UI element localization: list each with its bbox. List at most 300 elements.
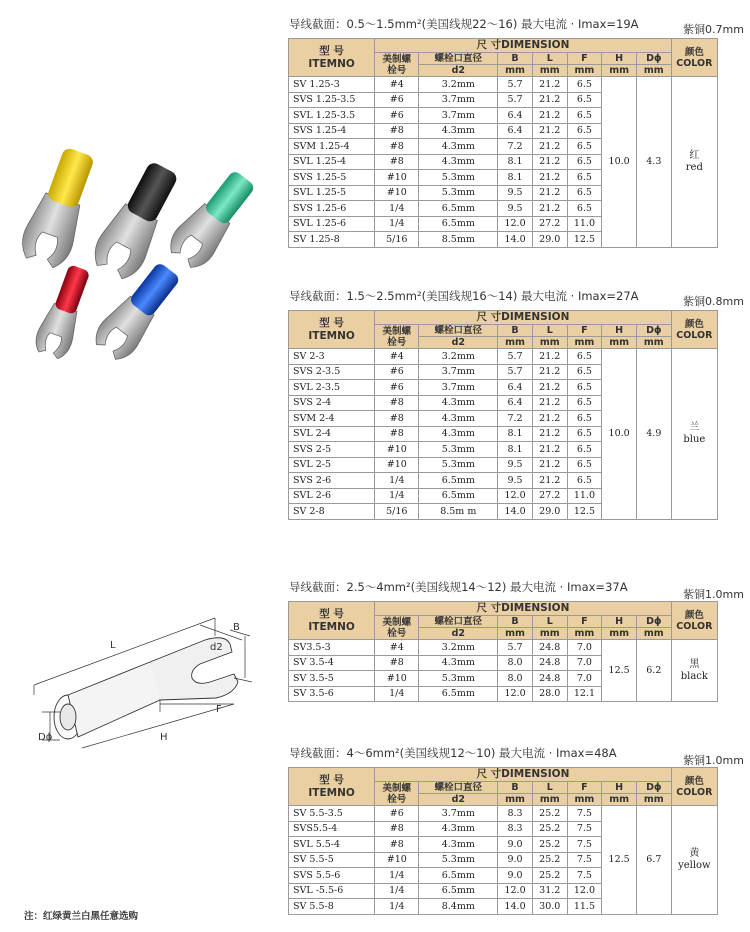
spec-value: 7.2 [498,411,533,427]
spec-value: 25.2 [532,868,567,884]
spec-value: 27.2 [532,488,567,504]
spec-value: 7.2 [498,139,533,155]
terminals-photo [20,140,270,390]
item-no: SVS 1.25-4 [289,123,375,139]
spec-value: 5.3mm [419,442,498,458]
spec-value: 5.7 [498,364,533,380]
item-no: SVL -5.5-6 [289,883,375,899]
unit-header: mm [567,337,602,349]
spec-value: 21.2 [532,380,567,396]
item-no: SVL 1.25-6 [289,216,375,232]
item-no: SVL 1.25-4 [289,154,375,170]
spec-value: 21.2 [532,77,567,93]
h-value: 10.0 [602,77,637,248]
section-1-copper: 紫铜0.7mm [683,23,744,36]
table-row [289,806,718,822]
spec-value: 4.3mm [419,411,498,427]
spec-value: 6.5mm [419,201,498,217]
item-no: SVL 2-6 [289,488,375,504]
spec-value: 1/4 [375,899,419,915]
item-no: SV3.5-3 [289,640,375,656]
unit-header: mm [498,794,533,806]
color-header: 颜色 COLOR [671,768,717,806]
table-row [289,640,718,656]
d-value: 4.9 [636,349,671,520]
spec-value: 14.0 [498,899,533,915]
item-no: SV 5.5-3.5 [289,806,375,822]
spec-value: 9.0 [498,868,533,884]
spec-value: #4 [375,640,419,656]
spec-value: 21.2 [532,426,567,442]
unit-header: mm [532,794,567,806]
spec-value: 6.5mm [419,686,498,702]
spec-value: #8 [375,123,419,139]
spec-value: 6.5 [567,395,602,411]
unit-header: mm [498,65,533,77]
spec-value: 29.0 [532,232,567,248]
spec-value: 7.5 [567,837,602,853]
spec-value: 7.0 [567,671,602,687]
stud-header: 美制螺 栓号 [375,53,419,77]
item-no: SVS 2-6 [289,473,375,489]
spec-value: 21.2 [532,139,567,155]
dim-col-header: L [532,53,567,65]
d-value: 6.7 [636,806,671,915]
spec-value: 21.2 [532,108,567,124]
unit-header: mm [602,337,637,349]
spec-value: 9.5 [498,473,533,489]
spec-value: 9.5 [498,457,533,473]
product-photo [20,140,270,390]
dim-col-header: H [602,616,637,628]
spec-value: 21.2 [532,349,567,365]
spec-value: #10 [375,671,419,687]
dim-col-header: B [498,782,533,794]
unit-header: mm [602,628,637,640]
spec-value: 6.5 [567,170,602,186]
spec-value: 1/4 [375,201,419,217]
spec-value: 5.7 [498,92,533,108]
dimension-header: 尺 寸DIMENSION [375,39,671,53]
spec-value: 21.2 [532,457,567,473]
spec-value: 8.1 [498,442,533,458]
spec-value: 21.2 [532,92,567,108]
spec-value: 28.0 [532,686,567,702]
spec-table-4 [288,767,718,915]
section-3-title: 导线截面：2.5～4mm²(美国线规14～12) 最大电流 · Imax=37A [289,580,628,594]
spec-value: #6 [375,380,419,396]
spec-value: 3.7mm [419,92,498,108]
item-no: SVL 2-3.5 [289,380,375,396]
section-4-copper: 紫铜1.0mm [683,754,744,767]
color-header: 颜色 COLOR [671,311,717,349]
spec-value: 1/4 [375,883,419,899]
h-value: 10.0 [602,349,637,520]
spec-value: 1/4 [375,216,419,232]
spec-value: 8.1 [498,154,533,170]
spec-value: 29.0 [532,504,567,520]
spec-value: 21.2 [532,473,567,489]
spec-value: 8.4mm [419,899,498,915]
item-no: SVL 5.5-4 [289,837,375,853]
spec-value: 5.3mm [419,852,498,868]
diagram-label-l: L [110,640,116,651]
spec-value: 25.2 [532,852,567,868]
unit-header: mm [636,65,671,77]
spec-value: 21.2 [532,185,567,201]
spec-value: 3.7mm [419,380,498,396]
item-no: SVL 1.25-3.5 [289,108,375,124]
spec-value: 5/16 [375,232,419,248]
spec-value: 7.0 [567,655,602,671]
spec-value: 7.5 [567,868,602,884]
spec-value: 12.0 [498,883,533,899]
spec-value: #4 [375,77,419,93]
unit-header: mm [602,794,637,806]
dim-col-header: B [498,616,533,628]
unit-header: mm [532,628,567,640]
spec-value: 6.5 [567,92,602,108]
spec-value: 6.4 [498,123,533,139]
spec-value: 6.5 [567,411,602,427]
spec-value: 6.4 [498,380,533,396]
bolt-header: 螺栓口直径 [419,782,498,794]
item-no: SVL 1.25-5 [289,185,375,201]
dim-col-header: Dϕ [636,616,671,628]
spec-value: 8.5mm [419,232,498,248]
d2-header: d2 [419,794,498,806]
item-no: SV 3.5-5 [289,671,375,687]
diagram-label-h: H [160,732,168,743]
spec-value: 6.5 [567,426,602,442]
bolt-header: 螺栓口直径 [419,325,498,337]
spec-value: 30.0 [532,899,567,915]
unit-header: mm [498,628,533,640]
spec-value: 4.3mm [419,154,498,170]
spec-value: 5.7 [498,77,533,93]
spec-value: #8 [375,154,419,170]
spec-value: 12.5 [567,232,602,248]
spec-value: 3.7mm [419,108,498,124]
spec-table-3 [288,601,718,702]
d2-header: d2 [419,65,498,77]
section-2-title: 导线截面：1.5～2.5mm²(美国线规16～14) 最大电流 · Imax=27A [289,289,639,303]
color-value: 红 red [671,77,717,248]
d-value: 4.3 [636,77,671,248]
spec-value: 27.2 [532,216,567,232]
unit-header: mm [602,65,637,77]
spec-value: 12.0 [567,883,602,899]
spec-value: #10 [375,457,419,473]
spec-value: 12.0 [498,216,533,232]
unit-header: mm [532,65,567,77]
spec-value: 7.0 [567,640,602,656]
spec-value: 21.2 [532,154,567,170]
spec-table-2 [288,310,718,520]
spec-table-1 [288,38,718,248]
spec-value: 12.1 [567,686,602,702]
spec-value: 5.3mm [419,170,498,186]
spec-value: 3.7mm [419,364,498,380]
green-terminal [164,164,263,273]
spec-value: 6.5mm [419,216,498,232]
diagram-label-d2: d2 [210,642,223,653]
stud-header: 美制螺 栓号 [375,616,419,640]
dim-col-header: F [567,325,602,337]
d2-header: d2 [419,628,498,640]
spec-value: 6.5 [567,77,602,93]
spec-value: #6 [375,108,419,124]
spec-value: #6 [375,364,419,380]
item-no: SVS5.5-4 [289,821,375,837]
d-value: 6.2 [636,640,671,702]
item-no: SV 3.5-4 [289,655,375,671]
dim-col-header: F [567,782,602,794]
footnote: 注：红绿黄兰白黑任意选购 [24,911,139,922]
spec-value: 1/4 [375,488,419,504]
spec-value: #6 [375,92,419,108]
spec-value: #8 [375,139,419,155]
spec-value: 6.5 [567,473,602,489]
spec-value: 11.5 [567,899,602,915]
item-no: SVS 5.5-6 [289,868,375,884]
dim-col-header: L [532,782,567,794]
spec-value: #8 [375,395,419,411]
color-header: 颜色 COLOR [671,39,717,77]
red-terminal [32,262,97,361]
spec-value: 6.4 [498,108,533,124]
spec-value: 1/4 [375,473,419,489]
item-header: 型 号 ITEMNO [289,39,375,77]
unit-header: mm [636,337,671,349]
item-no: SV 1.25-3 [289,77,375,93]
spec-value: 25.2 [532,821,567,837]
spec-value: 9.0 [498,852,533,868]
dim-col-header: F [567,616,602,628]
spec-value: #4 [375,349,419,365]
spec-value: 6.5mm [419,473,498,489]
color-value: 黑 black [671,640,717,702]
black-terminal [88,156,187,284]
spec-value: #8 [375,821,419,837]
spec-value: 1/4 [375,868,419,884]
spec-value: #10 [375,185,419,201]
spec-value: 8.0 [498,671,533,687]
section-4-title: 导线截面：4～6mm²(美国线规12～10) 最大电流 · Imax=48A [289,746,617,760]
dimension-header: 尺 寸DIMENSION [375,768,671,782]
spec-value: 6.5 [567,349,602,365]
spec-value: 12.0 [498,686,533,702]
spec-value: #10 [375,442,419,458]
dimension-header: 尺 寸DIMENSION [375,602,671,616]
h-value: 12.5 [602,806,637,915]
dim-col-header: Dϕ [636,53,671,65]
spec-value: 9.5 [498,185,533,201]
spec-value: 9.5 [498,201,533,217]
item-no: SV 5.5-5 [289,852,375,868]
item-no: SVS 1.25-3.5 [289,92,375,108]
spec-value: 14.0 [498,232,533,248]
spec-value: 4.3mm [419,655,498,671]
spec-value: 6.5mm [419,488,498,504]
dim-col-header: H [602,53,637,65]
item-no: SVM 1.25-4 [289,139,375,155]
spec-value: 8.5m m [419,504,498,520]
item-no: SVS 2-3.5 [289,364,375,380]
unit-header: mm [498,337,533,349]
spec-value: 21.2 [532,201,567,217]
spec-value: 1/4 [375,686,419,702]
unit-header: mm [567,628,602,640]
bolt-header: 螺栓口直径 [419,616,498,628]
dim-col-header: L [532,616,567,628]
spec-value: 3.2mm [419,77,498,93]
spec-value: 3.7mm [419,806,498,822]
d2-header: d2 [419,337,498,349]
spec-value: 6.5 [567,108,602,124]
dim-col-header: B [498,53,533,65]
item-no: SVS 1.25-5 [289,170,375,186]
yellow-terminal [20,143,103,271]
spec-value: 9.0 [498,837,533,853]
spec-value: 6.5 [567,201,602,217]
spec-value: #8 [375,411,419,427]
spec-value: 6.5mm [419,868,498,884]
spec-value: 7.5 [567,821,602,837]
item-no: SV 5.5-8 [289,899,375,915]
section-3-copper: 紫铜1.0mm [683,588,744,601]
spec-value: 6.5 [567,139,602,155]
spec-value: 8.3 [498,806,533,822]
spec-value: 6.5 [567,364,602,380]
spec-value: 8.3 [498,821,533,837]
item-no: SVM 2-4 [289,411,375,427]
unit-header: mm [636,628,671,640]
item-no: SV 1.25-8 [289,232,375,248]
spec-value: 21.2 [532,170,567,186]
h-value: 12.5 [602,640,637,702]
dimension-diagram [20,600,265,774]
spec-value: 21.2 [532,442,567,458]
spec-value: 25.2 [532,837,567,853]
spec-value: 6.5 [567,380,602,396]
dim-col-header: H [602,782,637,794]
spec-value: #8 [375,655,419,671]
spec-value: 6.4 [498,395,533,411]
item-header: 型 号 ITEMNO [289,602,375,640]
spec-value: 12.5 [567,504,602,520]
dim-col-header: Dϕ [636,782,671,794]
spec-value: 6.5 [567,154,602,170]
spec-value: 21.2 [532,411,567,427]
spec-value: 7.5 [567,806,602,822]
spec-value: 8.1 [498,170,533,186]
diagram-label-f: F [216,704,222,715]
spec-value: #10 [375,170,419,186]
item-no: SVS 2-4 [289,395,375,411]
dimension-header: 尺 寸DIMENSION [375,311,671,325]
spec-value: 21.2 [532,364,567,380]
spec-value: 31.2 [532,883,567,899]
item-no: SVL 2-5 [289,457,375,473]
item-no: SVS 1.25-6 [289,201,375,217]
spec-value: 11.0 [567,488,602,504]
section-1-title: 导线截面：0.5～1.5mm²(美国线规22～16) 最大电流 · Imax=19A [289,17,639,31]
dim-col-header: Dϕ [636,325,671,337]
stud-header: 美制螺 栓号 [375,325,419,349]
dim-col-header: L [532,325,567,337]
spec-value: 7.5 [567,852,602,868]
spec-value: 24.8 [532,655,567,671]
spec-value: 5.3mm [419,185,498,201]
spec-value: 6.5 [567,442,602,458]
spec-value: 6.5 [567,457,602,473]
color-header: 颜色 COLOR [671,602,717,640]
spec-value: 8.1 [498,426,533,442]
spec-value: 5/16 [375,504,419,520]
blue-terminal [89,257,186,365]
unit-header: mm [636,794,671,806]
item-header: 型 号 ITEMNO [289,311,375,349]
spec-value: 4.3mm [419,426,498,442]
table-row [289,349,718,365]
item-no: SVL 2-4 [289,426,375,442]
stud-header: 美制螺 栓号 [375,782,419,806]
spec-value: 5.7 [498,349,533,365]
spec-value: 6.5 [567,123,602,139]
spec-value: #8 [375,837,419,853]
section-2-copper: 紫铜0.8mm [683,295,744,308]
bolt-header: 螺栓口直径 [419,53,498,65]
spec-value: 8.0 [498,655,533,671]
spec-value: 4.3mm [419,123,498,139]
spec-value: 6.5 [567,185,602,201]
spec-value: 24.8 [532,640,567,656]
spec-value: 21.2 [532,395,567,411]
spec-value: 4.3mm [419,395,498,411]
spec-value: #10 [375,852,419,868]
table-row [289,77,718,93]
color-value: 兰 blue [671,349,717,520]
item-no: SVS 2-5 [289,442,375,458]
spec-value: 21.2 [532,123,567,139]
spec-value: 5.3mm [419,671,498,687]
unit-header: mm [532,337,567,349]
color-value: 黄 yellow [671,806,717,915]
diagram-label-d: Dϕ [38,732,53,743]
unit-header: mm [567,65,602,77]
spec-value: 12.0 [498,488,533,504]
diagram-label-b: B [233,622,240,633]
spec-value: 11.0 [567,216,602,232]
item-no: SV 3.5-6 [289,686,375,702]
spec-value: 5.3mm [419,457,498,473]
spec-value: #8 [375,426,419,442]
spec-value: 4.3mm [419,821,498,837]
spec-value: 4.3mm [419,139,498,155]
spec-value: 14.0 [498,504,533,520]
spec-value: #6 [375,806,419,822]
spec-value: 24.8 [532,671,567,687]
spec-value: 6.5mm [419,883,498,899]
dim-col-header: B [498,325,533,337]
dim-col-header: H [602,325,637,337]
spec-value: 3.2mm [419,349,498,365]
spec-value: 3.2mm [419,640,498,656]
spec-value: 25.2 [532,806,567,822]
unit-header: mm [567,794,602,806]
spec-value: 5.7 [498,640,533,656]
